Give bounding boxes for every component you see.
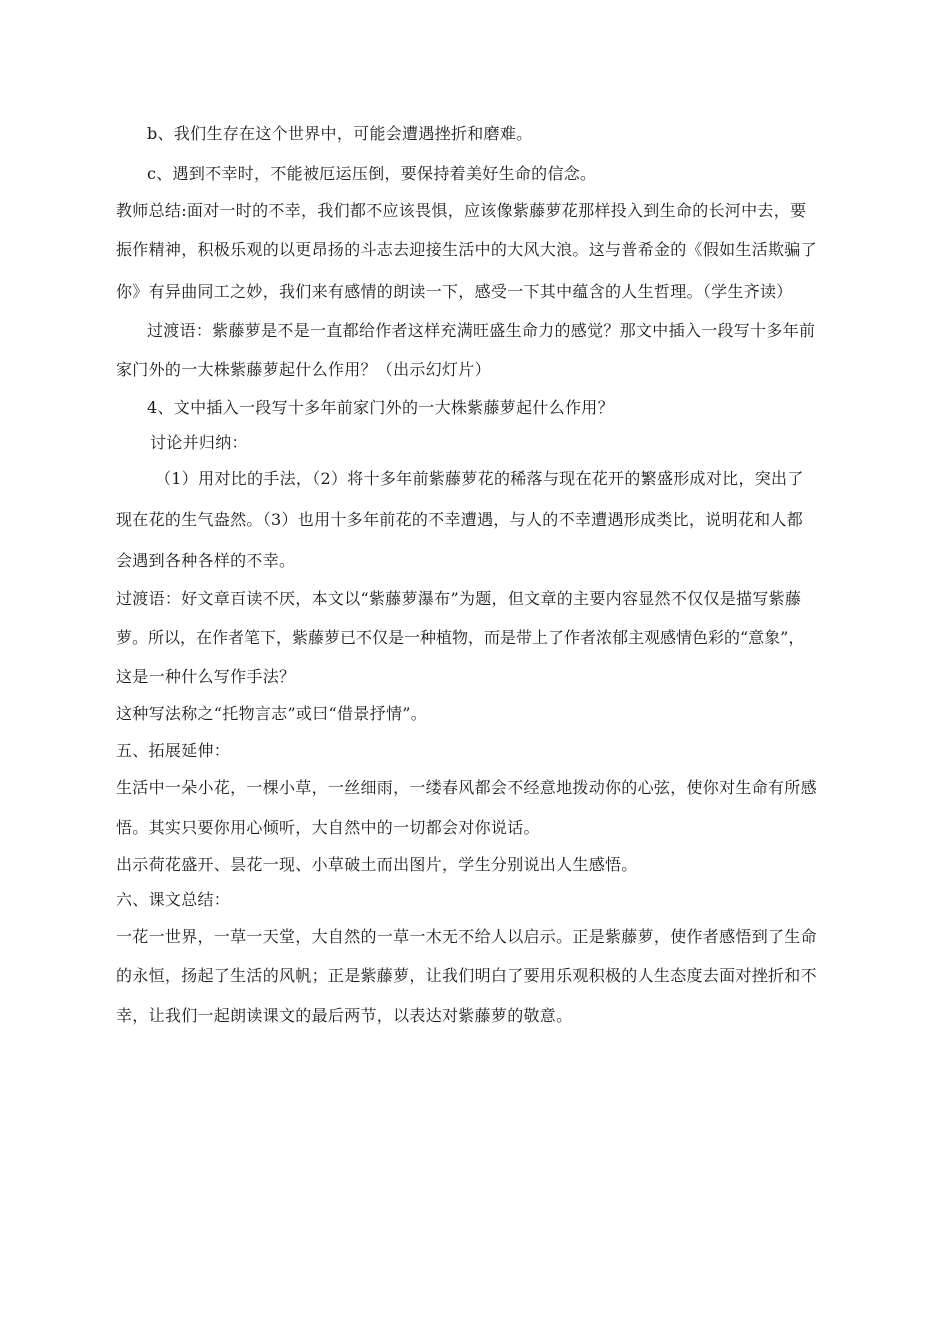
text-line-teacher-summary-1: 教师总结:面对一时的不幸，我们都不应该畏惧，应该像紫藤萝花那样投入到生命的长河中去，要 <box>116 201 807 220</box>
text-line-point-b: b、我们生存在这个世界中，可能会遭遇挫折和磨难。 <box>147 124 533 143</box>
text-line-transition2-2: 萝。所以，在作者笔下，紫藤萝已不仅是一种植物，而是带上了作者浓郁主观感情色彩的“意象”， <box>116 628 805 647</box>
text-line-teacher-summary-3: 你》有异曲同工之妙，我们来有感情的朗读一下，感受一下其中蕴含的人生哲理。（学生齐读） <box>116 282 793 301</box>
text-line-technique-answer: 这种写法称之“托物言志”或曰“借景抒情”。 <box>116 704 428 723</box>
section-heading-summary: 六、课文总结： <box>116 890 231 909</box>
text-line-transition2-1: 过渡语：好文章百读不厌，本文以“紫藤萝瀑布”为题，但文章的主要内容显然不仅仅是描写紫藤 <box>116 589 802 608</box>
text-line-answer-1: （1）用对比的手法，（2）将十多年前紫藤萝花的稀落与现在花开的繁盛形成对比，突出了 <box>155 469 804 488</box>
text-line-transition2-3: 这是一种什么写作手法？ <box>116 667 296 686</box>
text-line-answer-2: 现在花的生气盎然。（3）也用十多年前花的不幸遭遇，与人的不幸遭遇形成类比，说明花和人都 <box>116 510 804 529</box>
text-line-transition-2: 家门外的一大株紫藤萝起什么作用？（出示幻灯片） <box>116 360 491 379</box>
text-line-extension-1: 生活中一朵小花，一棵小草，一丝细雨，一缕春风都会不经意地拨动你的心弦，使你对生命有所感 <box>116 778 817 797</box>
text-line-teacher-summary-2: 振作精神，积极乐观的以更昂扬的斗志去迎接生活中的大风大浪。这与普希金的《假如生活欺骗了 <box>116 240 817 259</box>
text-line-answer-3: 会遇到各种各样的不幸。 <box>116 551 296 570</box>
text-line-transition-1: 过渡语：紫藤萝是不是一直都给作者这样充满旺盛生命力的感觉？那文中插入一段写十多年前 <box>147 321 816 340</box>
text-line-discussion-heading: 讨论并归纳： <box>150 433 248 452</box>
text-line-extension-3: 出示荷花盛开、昙花一现、小草破土而出图片，学生分别说出人生感悟。 <box>116 855 638 874</box>
section-heading-extension: 五、拓展延伸： <box>116 741 231 760</box>
text-line-point-c: c、遇到不幸时，不能被厄运压倒，要保持着美好生命的信念。 <box>147 164 597 183</box>
text-line-summary-1: 一花一世界，一草一天堂，大自然的一草一木无不给人以启示。正是紫藤萝，使作者感悟到了生命 <box>116 927 817 946</box>
text-line-summary-3: 幸，让我们一起朗读课文的最后两节，以表达对紫藤萝的敬意。 <box>116 1006 573 1025</box>
text-line-summary-2: 的永恒，扬起了生活的风帆；正是紫藤萝，让我们明白了要用乐观积极的人生态度去面对挫折和不 <box>116 966 817 985</box>
text-line-extension-2: 悟。其实只要你用心倾听，大自然中的一切都会对你说话。 <box>116 818 540 837</box>
text-line-question-4: 4、文中插入一段写十多年前家门外的一大株紫藤萝起什么作用？ <box>147 398 614 417</box>
